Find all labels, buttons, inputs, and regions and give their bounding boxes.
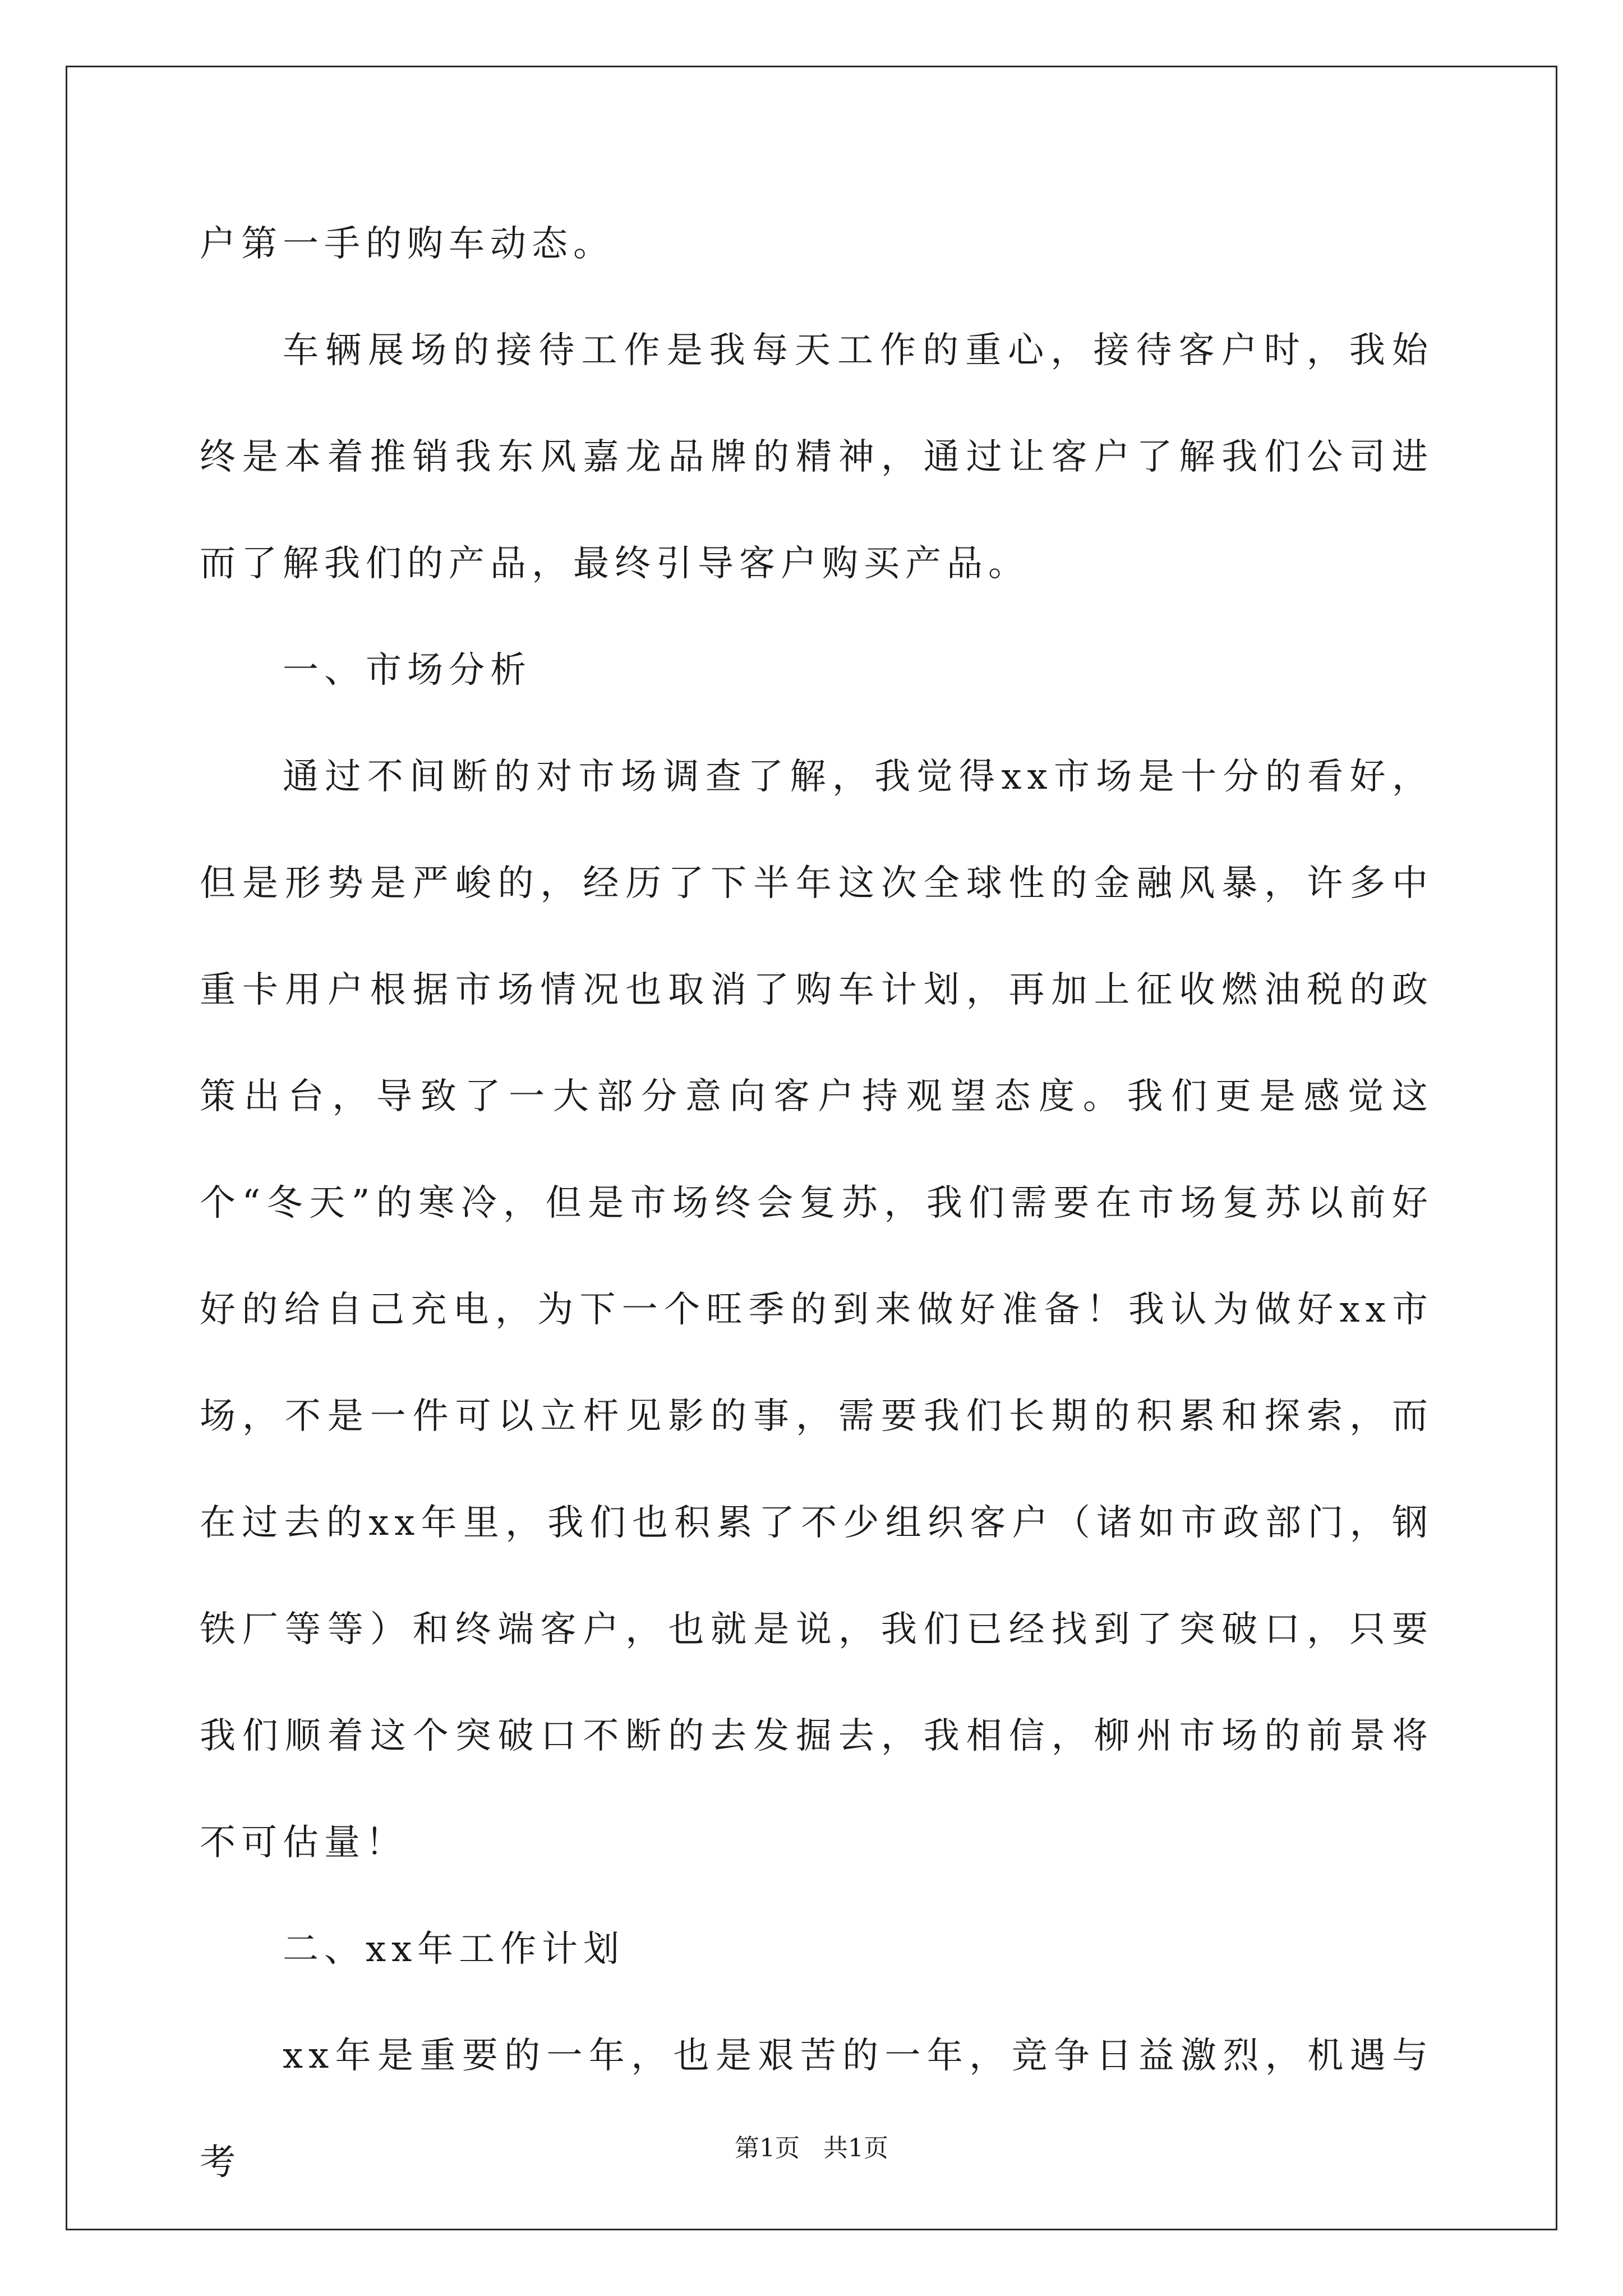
document-body <box>200 191 1433 2216</box>
paragraph-work-plan: xx年是重要的一年，也是艰苦的一年，竞争日益激烈，机遇与考 <box>200 2035 1433 2183</box>
paragraph-market-analysis: 通过不间断的对市场调查了解，我觉得xx市场是十分的看好，但是形势是严峻的，经历了下半年这次全球性的金融风暴，许多中重卡用户根据市场情况也取消了购车计划，再加上征收燃油税的政策出台，导致了一大部分意向客户持观望态度。我们更是感觉这个“冬天”的寒冷，但是市场终会复苏，我们需要在市场复苏以前好好的给自己充电，为下一个旺季的到来做好准备！我认为做好xx市场，不是一件可以立杆见影的事，需要我们长期的积累和探索，而在过去的xx年里，我们也积累了不少组织客户（诸如市政部门，钢铁厂等等）和终端客户，也就是说，我们已经找到了突破口，只要我们顺着这个突破口不断的去发掘去，我相信，柳州市场的前景将不可估量！ <box>200 756 1433 1864</box>
heading-market-analysis: 一、市场分析 <box>283 650 532 691</box>
paragraph-continuation: 户第一手的购车动态。 <box>200 223 615 265</box>
heading-work-plan: 二、xx年工作计划 <box>283 1929 625 1970</box>
page-number: 第1页 <box>735 2134 800 2162</box>
page-total: 共1页 <box>823 2134 888 2162</box>
paragraph-reception: 车辆展场的接待工作是我每天工作的重心，接待客户时，我始终是本着推销我东风嘉龙品牌的精神，通过让客户了解我们公司进而了解我们的产品，最终引导客户购买产品。 <box>200 330 1433 585</box>
page-footer <box>0 2132 1623 2165</box>
